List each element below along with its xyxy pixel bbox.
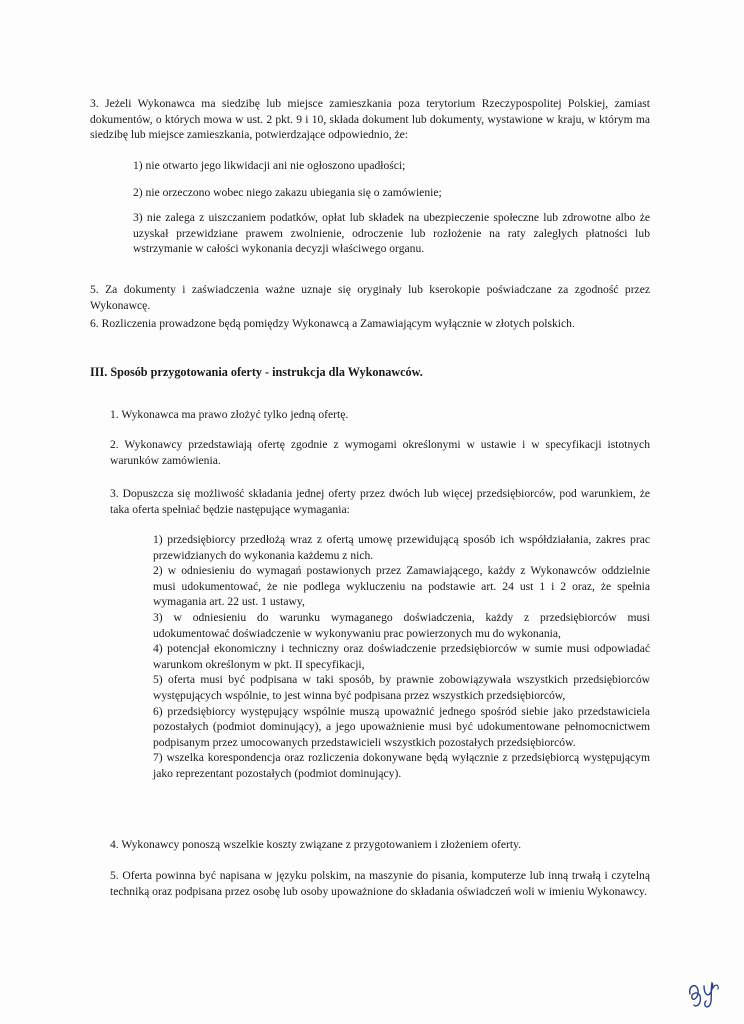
section-iii-paragraph-3: 3. Dopuszcza się możliwość składania jednej oferty przez dwóch lub więcej przedsiębiorców, pod warunkiem, że taka oferta spełniać będzie następujące wymagania: [110,487,650,516]
paragraph-6-settlements: 6. Rozliczenia prowadzone będą pomiędzy Wykonawcą a Zamawiającym wyłącznie w złotych polskich. [90,317,575,330]
section-iii-paragraph-2: 2. Wykonawcy przedstawiają ofertę zgodnie z wymogami określonymi w ustawie i w specyfikacji istotnych warunków zamówienia. [110,438,650,467]
list-item: 7) wszelka korespondencja oraz rozliczenia dokonywane będą wyłącznie z przedsiębiorcą występującym jako reprezentant pozostałych (podmiot dominujący). [153,751,650,780]
section-iii-paragraph-1: 1. Wykonawca ma prawo złożyć tylko jedną ofertę. [110,408,349,421]
section-heading: III. Sposób przygotowania oferty - instrukcja dla Wykonawców. [90,365,423,379]
joint-offer-requirements-list [153,532,650,782]
list-item: 1) przedsiębiorcy przedłożą wraz z ofertą umowę przewidującą sposób ich współdziałania, zakres prac przewidzianych do wykonania każdemu z nich. [153,533,650,562]
list-item: 4) potencjał ekonomiczny i techniczny oraz doświadczenie przedsiębiorców w sumie musi odpowiadać warunkom określonym w pkt. II specyfikacji, [153,642,650,671]
list-item: 6) przedsiębiorcy występujący wspólnie muszą upoważnić jednego spośród siebie jako przedstawiciela pozostałych (podmiot dominujący), a jego upoważnienie musi być udokumentowane pełnomocnictwem podpisanym przez umocowanych przedstawicieli wszystkich pozostałych przedsiębiorców. [153,704,650,749]
list-item: 2) nie orzeczono wobec niego zakazu ubiegania się o zamówienie; [133,185,442,199]
list-item: 5) oferta musi być podpisana w taki sposób, by prawnie zobowiązywała wszystkich przedsiębiorców występujących wspólnie, to jest winna być podpisana przez wszystkich przedsiębiorców, [153,673,650,702]
paragraph-3-foreign-contractor: 3. Jeżeli Wykonawca ma siedzibę lub miejsce zamieszkania poza terytorium Rzeczypospolitej Polskiej, zamiast dokumentów, o których mowa w ust. 2 pkt. 9 i 10, składa dokument lub dokumenty, wystawione w kraju, w którym ma siedzibę lub miejsce zamieszkania, potwierdzające odpowiednio, że: [90,97,650,142]
section-iii-paragraph-4: 4. Wykonawcy ponoszą wszelkie koszty związane z przygotowaniem i złożeniem oferty. [110,838,522,851]
list-item: 1) nie otwarto jego likwidacji ani nie ogłoszono upadłości; [133,159,406,172]
handwritten-initials-icon [684,972,724,1012]
paragraph-5-documents: 5. Za dokumenty i zaświadczenia ważne uznaje się oryginały lub kserokopie poświadczane za zgodność przez Wykonawcę. [90,283,650,312]
list-item: 3) nie zalega z uiszczaniem podatków, opłat lub składek na ubezpieczenie społeczne lub zdrowotne albo że uzyskał przewidziane prawem zwolnienie, odroczenie lub rozłożenie na raty zaległych płatności lub wstrzymanie w całości wykonania decyzji właściwego organu. [133,211,650,256]
section-iii-paragraph-5: 5. Oferta powinna być napisana w języku polskim, na maszynie do pisania, komputerze lub inną trwałą i czytelną techniką oraz podpisana przez osobę lub osoby upoważnione do składania oświadczeń woli w imieniu Wykonawcy. [110,869,650,898]
list-item: 3) w odniesieniu do warunku wymaganego doświadczenia, każdy z przedsiębiorców musi udokumentować doświadczenie w wykonywaniu prac powierzonych mu do wykonania, [153,610,650,640]
list-item: 2) w odniesieniu do wymagań postawionych przez Zamawiającego, każdy z Wykonawców oddzielnie musi udokumentować, że nie podlega wykluczeniu na podstawie art. 24 ust 1 i 2 oraz, że spełnia wymagania art. 22 ust. 1 ustawy, [153,564,650,609]
paragraph-3-list [133,158,650,257]
